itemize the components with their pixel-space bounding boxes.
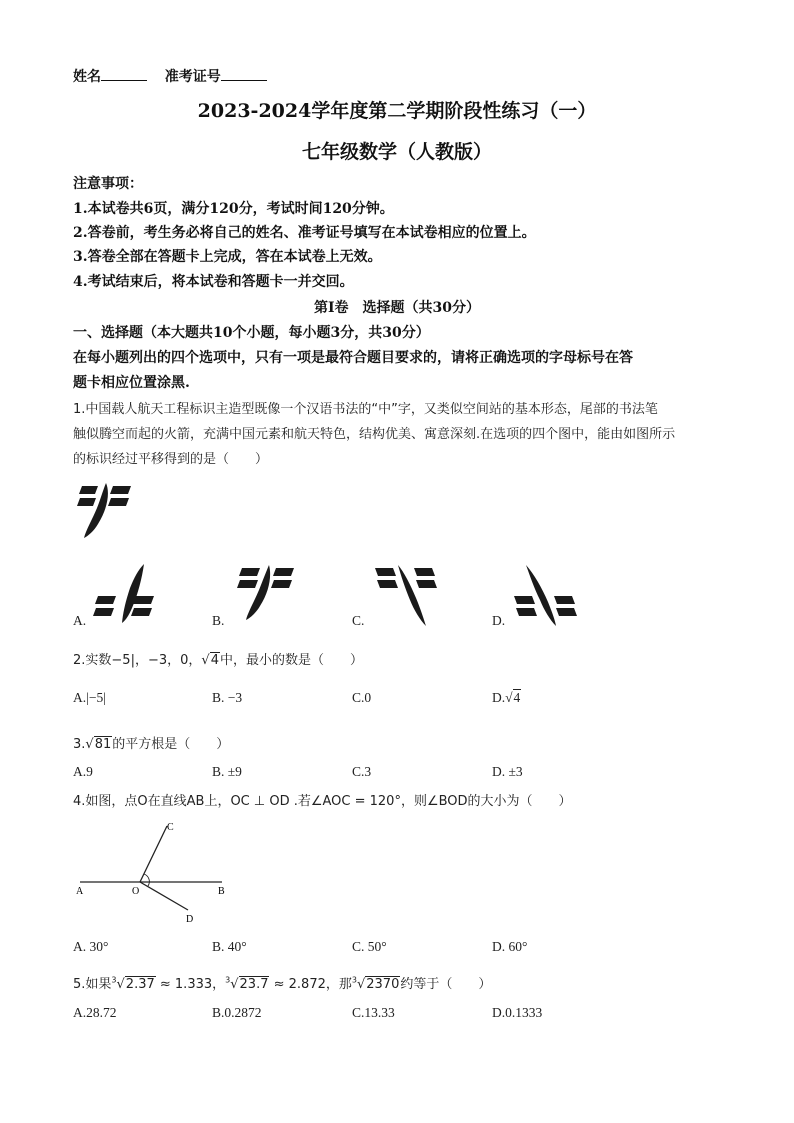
q3-option-b[interactable]: B. ±9 xyxy=(212,764,242,779)
q5-option-a[interactable]: A.28.72 xyxy=(73,1005,117,1020)
q5-option-c[interactable]: C.13.33 xyxy=(352,1005,395,1020)
q1-option-b[interactable]: B. xyxy=(212,613,225,628)
q1-option-a-image xyxy=(92,562,164,624)
notes-heading: 注意事项： xyxy=(73,176,143,192)
q3-option-d[interactable]: D. ±3 xyxy=(492,764,523,779)
instructions-line1: 在每小题列出的四个选项中，只有一项是最符合题目要求的，请将正确选项的字母标号在答 xyxy=(73,350,633,366)
q1-line3: 的标识经过平移得到的是（ ） xyxy=(73,452,269,467)
q4-angle-figure xyxy=(72,816,232,926)
exam-title: 2023-2024学年度第二学期阶段性练习（一） xyxy=(197,100,597,122)
q4-option-a[interactable]: A. 30° xyxy=(73,939,109,954)
note-item: 1.本试卷共6页，满分120分，考试时间120分钟。 xyxy=(73,201,394,217)
q4-option-b[interactable]: B. 40° xyxy=(212,939,247,954)
note-item: 4.考试结束后，将本试卷和答题卡一并交回。 xyxy=(73,274,354,290)
q1-reference-logo xyxy=(72,480,142,542)
instructions-line2: 题卡相应位置涂黑. xyxy=(73,375,190,391)
q3-option-c[interactable]: C.3 xyxy=(352,764,372,779)
q3-stem: 3.√81的平方根是（ ） xyxy=(73,737,230,752)
point-label-c: C xyxy=(167,822,174,833)
q4-option-c[interactable]: C. 50° xyxy=(352,939,387,954)
q2-sqrt-radicand: 4 xyxy=(210,653,219,668)
name-blank xyxy=(101,67,147,81)
q2-option-d[interactable]: D.√4 xyxy=(492,690,521,705)
q2-option-a[interactable]: A.|−5| xyxy=(73,690,106,705)
point-label-a: A xyxy=(76,886,84,897)
q5-stem: 5.如果$^3$√2.37 ≈ 1.333，$^3$√23.7 ≈ 2.872，那$^3$√2370约等于（ ） xyxy=(73,975,492,992)
q2-option-c[interactable]: C.0 xyxy=(352,690,372,705)
q1-line2: 触似腾空而起的火箭，充满中国元素和航天特色，结构优美、寓意深刻.在选项的四个图中，能由如图所示 xyxy=(73,427,676,442)
q5-option-d[interactable]: D.0.1333 xyxy=(492,1005,543,1020)
name-label: 姓名 xyxy=(73,69,101,85)
id-blank xyxy=(221,67,267,81)
q1-option-c[interactable]: C. xyxy=(352,613,365,628)
note-item: 3.答卷全部在答题卡上完成，答在本试卷上无效。 xyxy=(73,249,382,265)
point-label-b: B xyxy=(218,886,225,897)
q2-option-b[interactable]: B. −3 xyxy=(212,690,243,705)
q1-line1: 1.中国载人航天工程标识主造型既像一个汉语书法的“中”字，又类似空间站的基本形态，尾部的书法笔 xyxy=(73,402,658,417)
q1-option-b-image xyxy=(232,562,304,624)
q1-option-d-image xyxy=(510,562,584,628)
point-label-d: D xyxy=(186,914,194,925)
section-title: 第Ⅰ卷 选择题（共30分） xyxy=(313,300,481,316)
q1-option-c-image xyxy=(372,562,444,628)
q4-stem: 4.如图，点O在直线AB上，OC ⊥ OD .若∠AOC = 120°，则∠BOD的大小为（ ） xyxy=(73,794,572,809)
q5-option-b[interactable]: B.0.2872 xyxy=(212,1005,262,1020)
q3-option-a[interactable]: A.9 xyxy=(73,764,93,779)
q1-option-a[interactable]: A. xyxy=(73,613,87,628)
note-item: 2.答卷前，考生务必将自己的姓名、准考证号填写在本试卷相应的位置上。 xyxy=(73,225,536,241)
q4-option-d[interactable]: D. 60° xyxy=(492,939,528,954)
exam-subtitle: 七年级数学（人教版） xyxy=(301,141,492,163)
q2-stem: 2.实数−5|，−3，0，√4中，最小的数是（ ） xyxy=(73,653,363,668)
q1-option-d[interactable]: D. xyxy=(492,613,506,628)
name-id-header xyxy=(73,66,267,86)
part-heading: 一、选择题（本大题共10个小题，每小题3分，共30分） xyxy=(73,325,430,341)
point-label-o: O xyxy=(132,886,140,897)
id-label: 准考证号 xyxy=(164,69,221,85)
